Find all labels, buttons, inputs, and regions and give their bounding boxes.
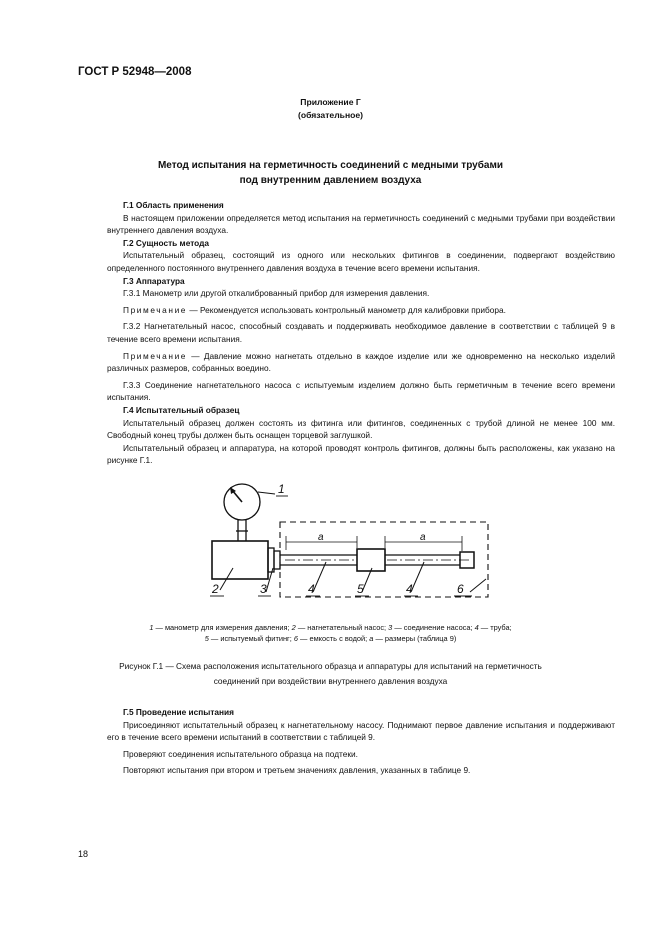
test-fitting [357, 549, 385, 571]
appendix-heading [0, 96, 661, 122]
legend-line2: 5 — испытуемый фитинг; 6 — емкость с водой; a — размеры (таблица 9) [204, 634, 457, 643]
page-number: 18 [78, 849, 89, 859]
label-5: 5 [357, 582, 364, 596]
caption-line1: Рисунок Г.1 — Схема расположения испытательного образца и аппаратуры для испытаний на герметичность [119, 661, 542, 671]
legend-line1: 1 — манометр для измерения давления; 2 — нагнетательный насос; 3 — соединение насоса; 4 — труба; [149, 623, 512, 632]
label-4b: 4 [406, 582, 413, 596]
dimension-a-1: a [318, 532, 324, 543]
section-g3-title: Г.3 Аппаратура [123, 275, 185, 286]
section-g5-p3: Повторяют испытания при втором и третьем значениях давления, указанных в таблице 9. [123, 765, 471, 776]
section-g1-title: Г.1 Область применения [123, 200, 224, 210]
note-1-text: — Рекомендуется использовать контрольный манометр для калибровки прибора. [187, 304, 506, 315]
main-title [0, 158, 661, 188]
main-title-line2: под внутренним давлением воздуха [239, 175, 422, 186]
label-1: 1 [278, 482, 285, 496]
section-g3-2: Г.3.2 Нагнетательный насос, способный создавать и поддерживать необходимое давление в соответствии с таблицей 9 в течение всего времени испытания. [107, 321, 615, 344]
section-g4-title: Г.4 Испытательный образец [123, 404, 240, 415]
figure-legend [0, 622, 661, 644]
body-text [107, 199, 615, 467]
note-label: Примечание [123, 350, 188, 361]
pump [212, 541, 268, 579]
note-2-text: — Давление можно нагнетать отдельно в каждое изделие или же одновременно на несколько изделий различных размеров, собранных воедино. [107, 350, 615, 374]
test-setup-diagram [200, 478, 500, 603]
caption-line2: соединений при воздействии внутреннего давления воздуха [213, 676, 448, 686]
note-2 [107, 350, 615, 375]
section-g2-text: Испытательный образец, состоящий из одного или нескольких фитингов в соединении, подвергают воздействию определенного постоянного внутреннего давления воздуха в течение всего времени испытания. [107, 250, 615, 273]
section-g2-title: Г.2 Сущность метода [123, 237, 209, 248]
section-g3-1: Г.3.1 Манометр или другой откалиброванный прибор для измерения давления. [123, 288, 430, 299]
section-g5-p2: Проверяют соединения испытательного образца на подтеки. [123, 748, 358, 759]
label-2: 2 [212, 582, 219, 596]
main-title-line1: Метод испытания на герметичность соединений с медными трубами [157, 160, 504, 171]
section-g5-p1: Присоединяют испытательный образец к нагнетательному насосу. Поднимают первое давление испытания и поддерживают его в течение всего времени испытаний в соответствии с таблицей 9. [107, 719, 615, 743]
note-label: Примечание [123, 304, 188, 315]
appendix-title: Приложение Г [300, 97, 361, 107]
appendix-status: (обязательное) [297, 110, 364, 120]
figure-caption [0, 659, 661, 689]
document-header: ГОСТ Р 52948—2008 [78, 66, 192, 78]
dimension-a-2: a [420, 532, 426, 543]
section-g3-3: Г.3.3 Соединение нагнетательного насоса с испытуемым изделием должно быть герметичным в течение всего времени испытания. [107, 379, 615, 403]
section-g1-text: В настоящем приложении определяется метод испытания на герметичность соединений с медными трубами при воздействии внутреннего давления воздуха. [107, 212, 615, 236]
section-g4-text1: Испытательный образец должен состоять из фитинга или фитингов, соединенных с трубой длиной не менее 100 мм. Свободный конец трубы должен быть оснащен торцевой заглушкой. [107, 417, 615, 441]
section-g5-title: Г.5 Проведение испытания [123, 707, 234, 717]
label-3: 3 [260, 582, 267, 596]
section-g5 [107, 706, 615, 777]
section-g4-text2: Испытательный образец и аппаратура, на которой проводят контроль фитингов, должны быть расположены, как указано на рисунке Г.1. [107, 442, 615, 466]
label-6: 6 [457, 582, 464, 596]
note-1 [107, 304, 615, 317]
label-4a: 4 [308, 582, 315, 596]
